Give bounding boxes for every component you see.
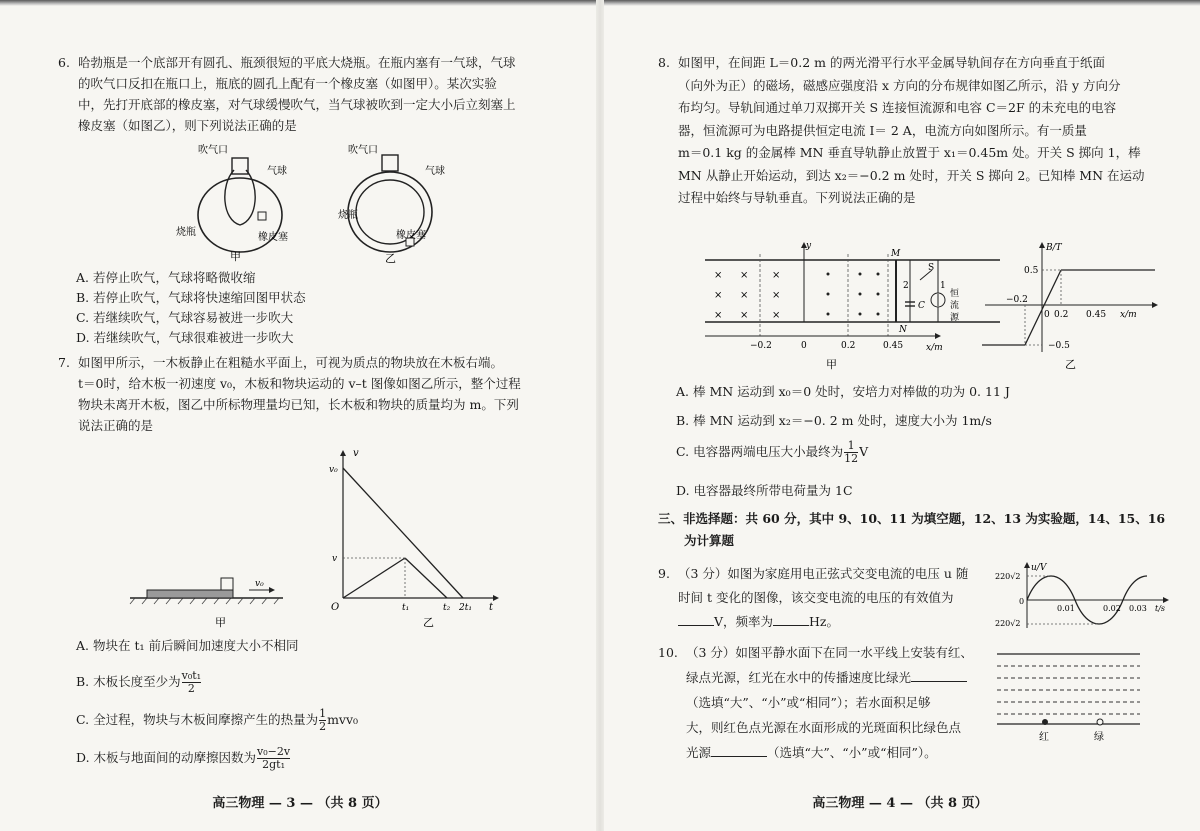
label-v0-b: v₀ [329, 465, 338, 475]
option-text: A. 棒 MN 运动到 x₀＝0 处时，安培力对棒做的功为 0. 11 J [676, 384, 1010, 399]
fraction [182, 670, 201, 695]
question-text-line: 如图甲，在间距 L＝0.2 m 的两光滑平行水平金属导轨间存在方向垂直于纸面 [678, 55, 1105, 70]
ground-hatch [130, 598, 279, 604]
tick-045: 0.45 [883, 341, 904, 351]
label-flask-a: 烧瓶 [176, 227, 196, 238]
svg-text:×: × [772, 270, 781, 281]
field-crosses [714, 270, 780, 321]
label-s: S [928, 263, 935, 273]
q7-option-a[interactable] [76, 636, 298, 656]
label-v0-a: v₀ [255, 579, 264, 589]
tick-p05: 0.5 [1024, 266, 1039, 276]
option-text: C. 全过程，物块与木板间摩擦产生的热量为 [76, 712, 319, 727]
question-text-line: 布均匀。导轨间通过单刀双掷开关 S 连接恒流源和电容 C＝2F 的未充电的电容 [678, 100, 1117, 115]
page-footer: 高三物理 — 3 — （共 8 页） [212, 796, 388, 811]
section-heading-line: 三、非选择题：共 60 分，其中 9、10、11 为填空题，12、13 为实验题，14、15、16 [658, 511, 1166, 526]
label-mouth-b: 吹气口 [348, 145, 378, 156]
q7-option-d[interactable] [76, 746, 291, 771]
option-text: D. 电容器最终所带电荷量为 1C [676, 483, 853, 498]
question-text-line: t＝0时，给木板一初速度 v₀，木板和物块运动的 v–t 图像如图乙所示，整个过程 [78, 376, 521, 391]
stopper-a [258, 212, 266, 220]
water-light-figure [995, 646, 1145, 746]
answer-blank-voltage[interactable] [678, 613, 714, 626]
question-text-line: 过程中始终与导轨垂直。下列说法正确的是 [678, 190, 916, 205]
label-peak-top: 220√2 [995, 572, 1021, 581]
red-light-source [1042, 719, 1048, 725]
label-m: M [891, 249, 901, 259]
rail-circuit-figure [700, 240, 1160, 375]
numerator: v₀t₁ [181, 669, 202, 682]
label-source: 恒 [950, 289, 960, 299]
question-text-line: 光源 [686, 745, 712, 760]
label-source: 源 [950, 313, 960, 323]
board-block-figure [125, 448, 525, 633]
label-flask-b: 烧瓶 [338, 210, 358, 221]
question-text: Hz。 [809, 614, 840, 629]
vt-graph [340, 450, 499, 601]
question-text-line: 橡皮塞（如图乙），则下列说法正确的是 [78, 118, 297, 133]
block [221, 578, 233, 590]
caption-b: 乙 [385, 252, 396, 265]
numerator: v₀−2v [257, 745, 291, 758]
tick-003: 0.03 [1129, 604, 1147, 613]
denominator: 2 [319, 720, 327, 733]
fraction [257, 746, 290, 771]
question-number: 10. [658, 645, 678, 660]
denominator: 2gt₁ [257, 758, 290, 771]
option-text: mvv₀ [327, 712, 359, 727]
question-text-line: （3 分）如图平静水面下在同一水平线上安装有红、 [686, 645, 973, 660]
label-peak-bottom: 220√2 [995, 619, 1021, 628]
label-red: 红 [1039, 732, 1049, 743]
svg-text:×: × [740, 290, 749, 301]
question-text: V，频率为 [714, 614, 774, 629]
tick-002: 0.02 [1103, 604, 1121, 613]
tick-n02: −0.2 [750, 341, 772, 351]
question-text-line: 大，则红色点光源在水面形成的光斑面积比绿色点 [686, 720, 962, 735]
answer-blank-area[interactable] [711, 744, 767, 757]
label-t1: t₁ [402, 603, 410, 613]
green-light-source [1097, 719, 1103, 725]
svg-text:×: × [772, 290, 781, 301]
svg-text:×: × [740, 270, 749, 281]
label-balloon-a: 气球 [267, 166, 287, 177]
label-t2: t₂ [443, 603, 451, 613]
tick-02: 0.2 [841, 341, 856, 351]
svg-text:×: × [772, 310, 781, 321]
label-2t1: 2t₁ [459, 603, 472, 613]
tick-n05: −0.5 [1048, 341, 1070, 351]
option-text: B. 棒 MN 运动到 x₂＝−0. 2 m 处时，速度大小为 1m/s [676, 413, 992, 428]
label-source: 流 [950, 301, 960, 311]
tick-p02-b: 0.2 [1054, 310, 1069, 320]
hubble-flask-figure [170, 140, 490, 265]
label-n: N [899, 325, 907, 335]
answer-blank-speed[interactable] [911, 669, 967, 682]
common-decel-line [405, 558, 447, 598]
q7-option-b[interactable] [76, 670, 202, 695]
question-text-line: （向外为正）的磁场，磁感应强度沿 x 方向的分布规律如图乙所示，沿 y 方向分 [678, 77, 1121, 93]
numerator: 1 [319, 707, 327, 720]
b-ramp [1025, 270, 1061, 345]
option-text: C. 电容器两端电压大小最终为 [676, 444, 844, 459]
label-bt: B/T [1046, 243, 1062, 253]
q6-option-b[interactable]: B. 若停止吹气，气球将快速缩回图甲状态 [76, 290, 306, 305]
ac-voltage-graph [995, 562, 1175, 630]
board [147, 590, 233, 598]
denominator: 12 [844, 452, 859, 465]
page-4 [600, 0, 1200, 831]
svg-text:×: × [714, 290, 723, 301]
option-text: B. 木板长度至少为 [76, 674, 181, 689]
question-text-line: 器，恒流源可为电路提供恒定电流 I＝ 2 A，电流方向如图所示。有一质量 [678, 122, 1087, 138]
label-ts: t/s [1155, 604, 1166, 613]
question-text-line: 绿点光源，红光在水中的传播速度比绿光 [686, 670, 912, 685]
q8-option-d[interactable] [676, 481, 853, 501]
question-number: 8. [658, 55, 670, 70]
label-stopper-a: 橡皮塞 [258, 232, 288, 243]
question-text-line: MN 从静止开始运动，到达 x₂＝−0.2 m 处时，开关 S 掷向 2。已知棒 MN 在运动 [678, 167, 1145, 183]
question-number: 9. [658, 566, 670, 581]
tick-p045-b: 0.45 [1086, 310, 1107, 320]
flask-b-neck [382, 155, 398, 171]
denominator: 2 [182, 682, 201, 695]
flask-a-neck [232, 158, 248, 174]
caption-a: 甲 [230, 250, 241, 263]
answer-blank-frequency[interactable] [773, 613, 809, 626]
label-2: 2 [903, 281, 909, 291]
svg-text:×: × [740, 310, 749, 321]
section-heading-line: 为计算题 [684, 533, 735, 548]
option-text: A. 物块在 t₁ 前后瞬间加速度大小不相同 [76, 638, 299, 653]
label-balloon-b: 气球 [425, 166, 445, 177]
caption-b: 乙 [423, 616, 434, 629]
tick-0-b: 0 [1044, 310, 1050, 320]
svg-text:×: × [714, 310, 723, 321]
label-t-axis: t [489, 602, 494, 613]
label-v-axis: v [353, 448, 359, 459]
question-7 [58, 352, 558, 436]
fraction [319, 708, 326, 733]
fraction [844, 440, 858, 465]
question-text-line: 中，先打开底部的橡皮塞，对气球缓慢吹气，当气球被吹到一定大小后立刻塞上 [78, 97, 516, 112]
v0-arrowhead [269, 587, 275, 593]
question-text: （选填“大”、“小”或“相同”）。 [767, 745, 937, 760]
caption-b: 乙 [1065, 358, 1076, 371]
label-xm: x/m [926, 343, 943, 353]
board-velocity-line [343, 468, 463, 598]
label-mouth-a: 吹气口 [198, 145, 228, 156]
label-y: y [806, 241, 812, 251]
q6-option-d[interactable]: D. 若继续吹气，气球很难被进一步吹大 [76, 330, 294, 345]
caption-a: 甲 [215, 616, 226, 629]
page-footer: 高三物理 — 4 — （共 8 页） [812, 796, 988, 811]
label-stopper-b: 橡皮塞 [396, 230, 426, 241]
question-text-line: 哈勃瓶是一个底部开有圆孔、瓶颈很短的平底大烧瓶。在瓶内塞有一气球，气球 [78, 55, 516, 70]
caption-a: 甲 [826, 358, 837, 371]
label-origin: O [331, 602, 340, 613]
question-text-line: （3 分）如图为家庭用电正弦式交变电流的电压 u 随 [678, 566, 969, 581]
question-text-line: 时间 t 变化的图像，该交变电流的电压的有效值为 [678, 590, 954, 605]
q8-option-c[interactable] [676, 440, 868, 465]
question-6 [58, 52, 558, 136]
question-text-line: （选填“大”、“小”或“相同”）；若水面积足够 [686, 695, 931, 710]
svg-text:×: × [714, 270, 723, 281]
label-c: C [918, 301, 925, 311]
tick-n02-b: −0.2 [1006, 295, 1028, 305]
q6-option-c[interactable]: C. 若继续吹气，气球容易被进一步吹大 [76, 310, 294, 325]
question-number: 6. [58, 55, 70, 70]
water-lines [997, 666, 1140, 714]
field-dots [827, 273, 880, 316]
question-text-line: 物块未离开木板，图乙中所标物理量均已知，长木板和物块的质量均为 m。下列 [78, 397, 519, 412]
tick-0: 0 [801, 341, 807, 351]
question-text-line: 的吹气口反扣在瓶口上，瓶底的圆孔上配有一个橡皮塞（如图甲）。某次实验 [78, 76, 497, 91]
question-8 [658, 52, 1178, 210]
label-zero: 0 [1019, 597, 1025, 606]
tick-001: 0.01 [1057, 604, 1075, 613]
label-uv: u/V [1031, 563, 1047, 573]
option-text: V [859, 444, 869, 459]
option-text: D. 木板与地面间的动摩擦因数为 [76, 750, 257, 765]
label-v-mid: v [332, 554, 338, 564]
question-text-line: 如图甲所示，一木板静止在粗糙水平面上，可视为质点的物块放在木板右端。 [78, 355, 504, 370]
question-text-line: 说法正确的是 [78, 418, 154, 433]
q7-option-c[interactable] [76, 708, 358, 733]
q6-options [76, 268, 306, 348]
question-text-line: m＝0.1 kg 的金属棒 MN 垂直导轨静止放置于 x₁＝0.45m 处。开关 S 掷向 1，棒 [678, 145, 1141, 160]
label-1: 1 [940, 281, 946, 291]
label-green: 绿 [1094, 732, 1104, 743]
label-xm-b: x/m [1120, 310, 1137, 320]
section-heading [658, 508, 1188, 552]
block-accel-line [343, 558, 405, 598]
q6-option-a[interactable]: A. 若停止吹气，气球将略微收缩 [76, 270, 256, 285]
q8-option-b[interactable] [676, 411, 992, 431]
q8-option-a[interactable] [676, 382, 1010, 402]
question-number: 7. [58, 355, 70, 370]
numerator: 1 [847, 439, 855, 452]
